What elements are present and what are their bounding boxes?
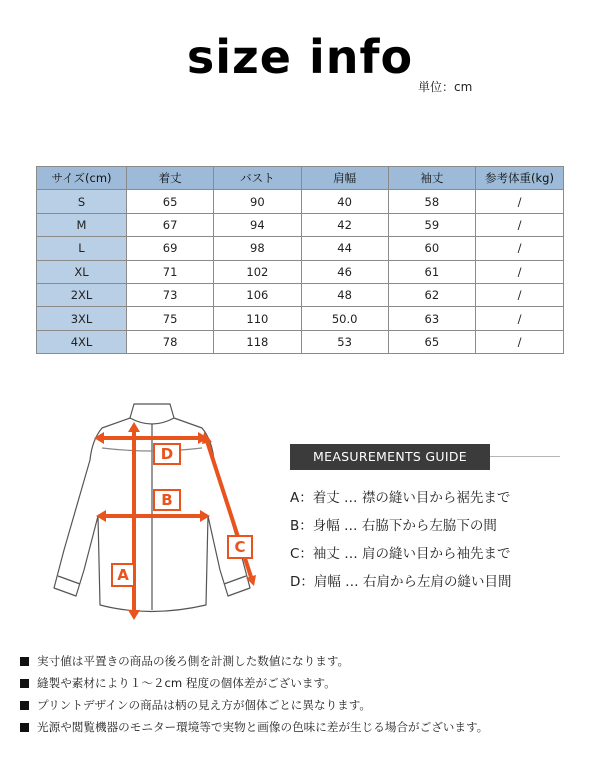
- label-d: D: [160, 445, 174, 463]
- note-item: [20, 694, 595, 716]
- table-cell: 59: [388, 213, 475, 236]
- note-item: [20, 716, 595, 738]
- label-c-box: [228, 536, 252, 558]
- table-cell: 60: [388, 237, 475, 260]
- size-table: [36, 166, 564, 354]
- table-header-row: [37, 167, 564, 190]
- note-text: 縫製や素材により１～２cm 程度の個体差がございます。: [37, 676, 336, 690]
- table-cell: 58: [388, 190, 475, 213]
- size-cell: L: [37, 237, 127, 260]
- label-a-box: [112, 564, 134, 586]
- guide-item-d: D：肩幅 … 右肩から左肩の縫い目間: [290, 574, 512, 590]
- table-cell: /: [476, 190, 564, 213]
- table-cell: 65: [388, 330, 475, 353]
- table-cell: 110: [214, 307, 301, 330]
- square-bullet-icon: [20, 723, 29, 732]
- table-cell: 53: [301, 330, 388, 353]
- table-cell: 61: [388, 260, 475, 283]
- table-row: [37, 283, 564, 306]
- note-text: 実寸値は平置きの商品の後ろ側を計測した数値になります。: [37, 654, 350, 668]
- size-cell: S: [37, 190, 127, 213]
- column-header: 袖丈: [388, 167, 475, 190]
- table-cell: 63: [388, 307, 475, 330]
- note-item: [20, 672, 595, 694]
- table-cell: 40: [301, 190, 388, 213]
- label-b: B: [161, 491, 173, 509]
- label-d-box: [154, 444, 180, 464]
- table-cell: 67: [127, 213, 214, 236]
- label-b-box: [154, 490, 180, 510]
- size-cell: M: [37, 213, 127, 236]
- table-cell: 106: [214, 283, 301, 306]
- column-header: バスト: [214, 167, 301, 190]
- table-row: [37, 330, 564, 353]
- column-header: 参考体重(kg): [476, 167, 564, 190]
- guide-divider: [490, 456, 560, 457]
- shirt-outline: [54, 404, 250, 612]
- column-header: 着丈: [127, 167, 214, 190]
- column-header: サイズ(cm): [37, 167, 127, 190]
- shirt-diagram: [20, 400, 282, 645]
- table-row: [37, 213, 564, 236]
- notes-list: [20, 650, 595, 738]
- square-bullet-icon: [20, 679, 29, 688]
- square-bullet-icon: [20, 657, 29, 666]
- table-cell: 94: [214, 213, 301, 236]
- unit-label: 単位：cm: [418, 80, 473, 94]
- table-cell: 98: [214, 237, 301, 260]
- table-row: [37, 260, 564, 283]
- table-cell: 75: [127, 307, 214, 330]
- table-cell: 69: [127, 237, 214, 260]
- table-cell: 44: [301, 237, 388, 260]
- size-cell: 4XL: [37, 330, 127, 353]
- table-cell: 46: [301, 260, 388, 283]
- note-text: 光源や閲覧機器のモニター環境等で実物と画像の色味に差が生じる場合がございます。: [37, 720, 489, 734]
- table-cell: 90: [214, 190, 301, 213]
- table-cell: /: [476, 283, 564, 306]
- column-header: 肩幅: [301, 167, 388, 190]
- guide-title: MEASUREMENTS GUIDE: [290, 444, 490, 470]
- table-row: [37, 307, 564, 330]
- table-row: [37, 237, 564, 260]
- guide-item-c: C：袖丈 … 肩の縫い目から袖先まで: [290, 546, 511, 562]
- note-text: プリントデザインの商品は柄の見え方が個体ごとに異なります。: [37, 698, 372, 712]
- label-a: A: [117, 566, 129, 584]
- table-cell: /: [476, 330, 564, 353]
- page-title: size info: [186, 30, 414, 84]
- size-cell: 2XL: [37, 283, 127, 306]
- table-cell: 50.0: [301, 307, 388, 330]
- table-cell: 65: [127, 190, 214, 213]
- table-row: [37, 190, 564, 213]
- table-cell: /: [476, 307, 564, 330]
- table-cell: /: [476, 237, 564, 260]
- table-cell: 71: [127, 260, 214, 283]
- square-bullet-icon: [20, 701, 29, 710]
- table-cell: 62: [388, 283, 475, 306]
- guide-item-b: B：身幅 … 右脇下から左脇下の間: [290, 518, 497, 534]
- size-cell: 3XL: [37, 307, 127, 330]
- note-item: [20, 650, 595, 672]
- table-cell: 73: [127, 283, 214, 306]
- table-cell: 48: [301, 283, 388, 306]
- table-cell: /: [476, 260, 564, 283]
- table-cell: 118: [214, 330, 301, 353]
- guide-item-a: A：着丈 … 襟の縫い目から裾先まで: [290, 490, 511, 506]
- table-cell: 78: [127, 330, 214, 353]
- table-cell: 102: [214, 260, 301, 283]
- size-cell: XL: [37, 260, 127, 283]
- table-cell: 42: [301, 213, 388, 236]
- table-cell: /: [476, 213, 564, 236]
- label-c: C: [234, 538, 246, 556]
